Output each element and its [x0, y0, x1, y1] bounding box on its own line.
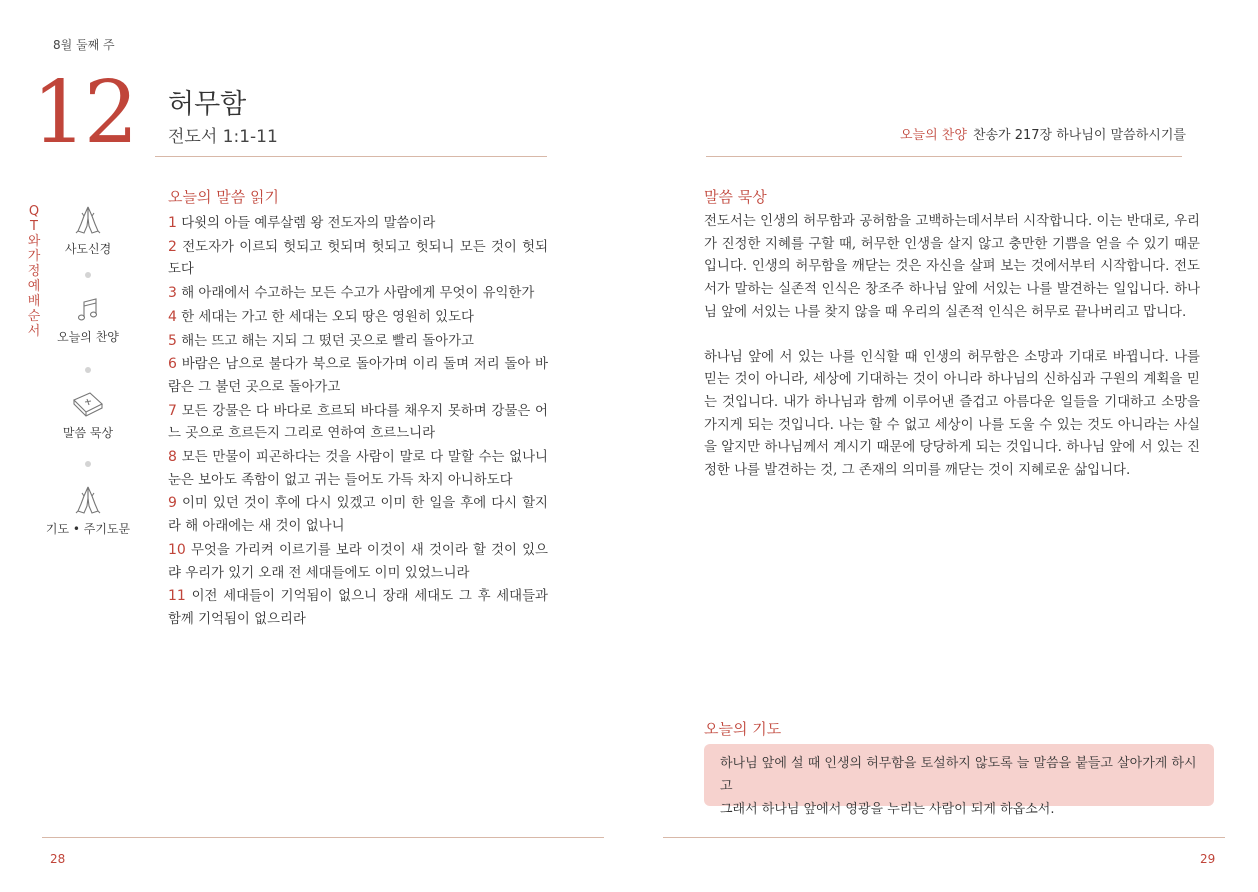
verse-number: 6: [168, 356, 177, 373]
sidebar-label-creed: 사도신경: [64, 242, 112, 256]
verse-text: 이전 세대들이 기억됨이 없으니 장래 세대도 그 후 세대들과 함께 기억됨이 없으리라: [168, 589, 548, 627]
verse: [168, 400, 548, 446]
prayer-line: 하나님 앞에 설 때 인생의 허무함을 토설하지 않도록 늘 말씀을 붙들고 살아가게 하시고: [720, 756, 1197, 794]
verse-text: 모든 만물이 피곤하다는 것을 사람이 말로 다 말할 수는 없나니 눈은 보아도 족함이 없고 귀는 들어도 가득 차지 아니하도다: [168, 450, 548, 488]
verse-text: 해 아래에서 수고하는 모든 수고가 사람에게 무엇이 유익한가: [181, 286, 535, 302]
meditation-body: [704, 211, 1200, 505]
page-number-right: 29: [1200, 852, 1216, 866]
sidebar-item-meditation: [40, 390, 136, 441]
footer-divider-left: [42, 837, 604, 838]
praying-hands-icon: [73, 484, 103, 516]
verse-text: 무엇을 가리켜 이르기를 보라 이것이 새 것이라 할 것이 있으랴 우리가 있기 오래 전 세대들에도 이미 있었느니라: [168, 542, 548, 581]
sidebar-label-prayer: 기도 • 주기도문: [45, 522, 131, 536]
verse-number: 8: [168, 449, 177, 466]
verse: [168, 212, 548, 236]
verse-number: 1: [168, 215, 177, 231]
prayer-box: [704, 744, 1214, 817]
verse: [168, 330, 548, 354]
sidebar-item-creed: [40, 204, 136, 257]
verse: [168, 539, 548, 585]
sidebar-dot: [85, 461, 91, 467]
verse-text: 전도자가 이르되 헛되고 헛되며 헛되고 헛되니 모든 것이 헛되도다: [168, 239, 549, 278]
verse: [168, 236, 548, 282]
hymn-text: 찬송가 217장 하나님이 말씀하시기를: [972, 128, 1186, 143]
verse: [168, 446, 548, 492]
verse: [168, 306, 548, 330]
page-number-left: 28: [50, 852, 66, 866]
verse-number: 10: [168, 541, 186, 558]
reading-title: 오늘의 말씀 읽기: [168, 188, 279, 206]
meditation-title: 말씀 묵상: [704, 188, 767, 206]
verse-text: 이미 있던 것이 후에 다시 있겠고 이미 한 일을 후에 다시 할지라 해 아래에는 새 것이 없나니: [168, 496, 548, 535]
prayer-title: 오늘의 기도: [704, 720, 782, 738]
verse-number: 11: [168, 588, 186, 605]
praying-hands-icon: [73, 204, 103, 236]
sidebar-label-hymn: 오늘의 찬양: [57, 330, 119, 344]
todays-hymn: [900, 124, 1186, 143]
hymn-label: 오늘의 찬양: [900, 128, 967, 143]
scripture-reference: 전도서 1:1-11: [168, 127, 278, 147]
verse-number: 4: [168, 308, 177, 325]
week-label: 8월 둘째 주: [53, 38, 115, 52]
verse-text: 다윗의 아들 예루살렘 왕 전도자의 말씀이라: [181, 216, 436, 231]
verse-text: 해는 뜨고 해는 지되 그 떴던 곳으로 빨리 돌아가고: [181, 333, 474, 349]
sidebar-dot: [85, 367, 91, 373]
verse-number: 7: [168, 402, 177, 419]
verse-number: 9: [168, 495, 177, 512]
qt-order-vertical-label: QT와 가정예배 순서: [27, 204, 41, 339]
verse-number: 2: [168, 238, 177, 255]
verse-text: 한 세대는 가고 한 세대는 오되 땅은 영원히 있도다: [181, 309, 474, 325]
verse: [168, 585, 548, 631]
footer-divider-right: [663, 837, 1225, 838]
sidebar-dot: [85, 272, 91, 278]
sidebar-label-meditation: 말씀 묵상: [62, 426, 114, 440]
day-number: 12: [32, 63, 136, 163]
sidebar-item-prayer: [40, 484, 136, 537]
music-note-icon: [75, 296, 101, 324]
verse: [168, 492, 548, 538]
verse-list: [168, 212, 548, 632]
meditation-paragraph: 전도서는 인생의 허무함과 공허함을 고백하는데서부터 시작합니다. 이는 반대로, 우리가 진정한 지혜를 구할 때, 허무한 인생을 살지 않고 충만한 기쁨을 얻을 수 있기 때문입니다. 인생의 허무함을 깨닫는 것은 자신을 살펴 보는 것에서부터 시작합니다. 전도서가 말하는 실존적 인식은 창조주 하나님 앞에 서있는 나를 발견하는 일입니다. 하나님 앞에 서있는 나를 찾지 않을 때 우리의 실존적 인식은 허무로 끝나버리고 맙니다.: [704, 214, 1200, 320]
verse-text: 바람은 남으로 불다가 북으로 돌아가며 이리 돌며 저리 돌아 바람은 그 불던 곳으로 돌아가고: [168, 357, 548, 395]
verse-number: 5: [168, 332, 177, 349]
header-divider-left: [155, 156, 547, 157]
sidebar-item-hymn: [40, 296, 136, 345]
prayer-line: 그래서 하나님 앞에서 영광을 누리는 사람이 되게 하옵소서.: [720, 802, 1055, 817]
bible-icon: [71, 390, 105, 420]
verse-number: 3: [168, 285, 177, 302]
verse-text: 모든 강물은 다 바다로 흐르되 바다를 채우지 못하며 강물은 어느 곳으로 흐르든지 그리로 연하여 흐르느니라: [168, 403, 548, 442]
page-title: 허무함: [168, 89, 247, 120]
meditation-paragraph: 하나님 앞에 서 있는 나를 인식할 때 인생의 허무함은 소망과 기대로 바뀝니다. 나를 믿는 것이 아니라, 세상에 기대하는 것이 아니라 하나님의 신하심과 구원의 계획을 믿는 것입니다. 내가 하나님과 함께 이루어낸 즐겁고 아름다운 일들을 기대하고 소망을 가지게 되는 것입니다. 나는 할 수 없고 세상이 나를 도울 수 있는 것도 아니라는 사실을 알지만 하나님께서 계시기 때문에 당당하게 되는 것입니다. 하나님 앞에 서 있는 진정한 나를 발견하는 것, 그 존재의 의미를 깨닫는 것이 지혜로운 삶입니다.: [704, 349, 1200, 479]
verse: [168, 282, 548, 306]
verse: [168, 353, 548, 399]
header-divider-right: [706, 156, 1182, 157]
